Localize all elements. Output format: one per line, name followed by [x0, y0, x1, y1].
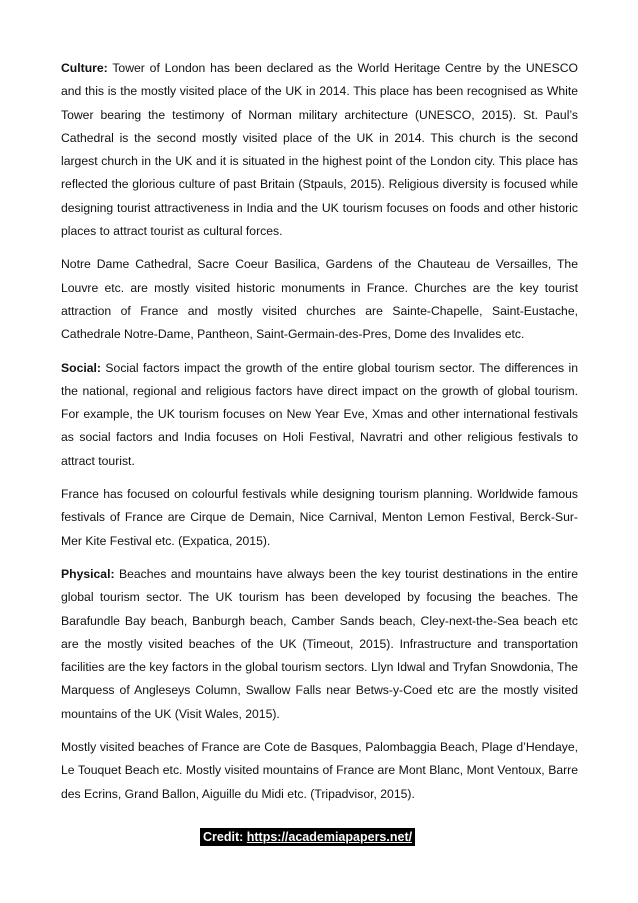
france-festivals-paragraph [61, 483, 578, 553]
physical-text: Beaches and mountains have always been the key tourist destinations in the entire global tourism sector. The UK tourism has been developed by focusing the beaches. The Barafundle Bay beach, Banburgh beach, Camber Sands beach, Cley-next-the-Sea beach etc are the mostly visited beaches of the UK (Timeout, 2015). Infrastructure and transportation facilities are the key factors in the global tourism sectors. Llyn Idwal and Tryfan Snowdonia, The Marquess of Angleseys Column, Swallow Falls near Betws-y-Coed etc are the mostly visited mountains of the UK (Visit Wales, 2015). [61, 566, 578, 721]
france-monuments-text: Notre Dame Cathedral, Sacre Coeur Basilica, Gardens of the Chauteau de Versailles, The Louvre etc. are mostly visited historic monuments in France. Churches are the key tourist attraction of France and mostly visited churches are Sainte-Chapelle, Saint-Eustache, Cathedrale Notre-Dame, Pantheon, Saint-Germain-des-Pres, Dome des Invalides etc. [61, 257, 578, 342]
france-monuments-paragraph [61, 253, 578, 346]
credit-link[interactable]: https://academiapapers.net/ [246, 830, 413, 844]
social-text: Social factors impact the growth of the entire global tourism sector. The differences in the national, regional and religious factors have direct impact on the growth of global tourism. For example, the UK tourism focuses on New Year Eve, Xmas and other international festivals as social factors and India focuses on Holi Festival, Navratri and other religious festivals to attract tourist. [61, 360, 578, 468]
physical-heading: Physical: [61, 566, 115, 581]
social-heading: Social: [61, 360, 101, 375]
culture-paragraph [61, 57, 578, 243]
physical-paragraph [61, 563, 578, 726]
culture-heading: Culture: [61, 61, 108, 75]
credit-banner [200, 828, 415, 846]
document-body [61, 57, 578, 816]
culture-text: Tower of London has been declared as the World Heritage Centre by the UNESCO and this is the mostly visited place of the UK in 2014. This place has been recognised as White Tower bearing the testimony of Norman military architecture (UNESCO, 2015). St. Paul’s Cathedral is the second mostly visited place of the UK in 2014. This church is the second largest church in the UK and it is situated in the highest point of the London city. This place has reflected the glorious culture of past Britain (Stpauls, 2015). Religious diversity is focused while designing tourist attractiveness in India and the UK tourism focuses on foods and other historic places to attract tourist as cultural forces. [61, 61, 578, 239]
france-festivals-text: France has focused on colourful festivals while designing tourism planning. Worldwide famous festivals of France are Cirque de Demain, Nice Carnival, Menton Lemon Festival, Berck-Sur-Mer Kite Festival etc. (Expatica, 2015). [61, 487, 578, 548]
credit-label: Credit: [203, 830, 247, 844]
france-beaches-paragraph [61, 736, 578, 806]
social-paragraph [61, 357, 578, 473]
france-beaches-text: Mostly visited beaches of France are Cote de Basques, Palombaggia Beach, Plage d’Hendaye, Le Touquet Beach etc. Mostly visited mountains of France are Mont Blanc, Mont Ventoux, Barre des Ecrins, Grand Ballon, Aiguille du Midi etc. (Tripadvisor, 2015). [61, 740, 578, 801]
